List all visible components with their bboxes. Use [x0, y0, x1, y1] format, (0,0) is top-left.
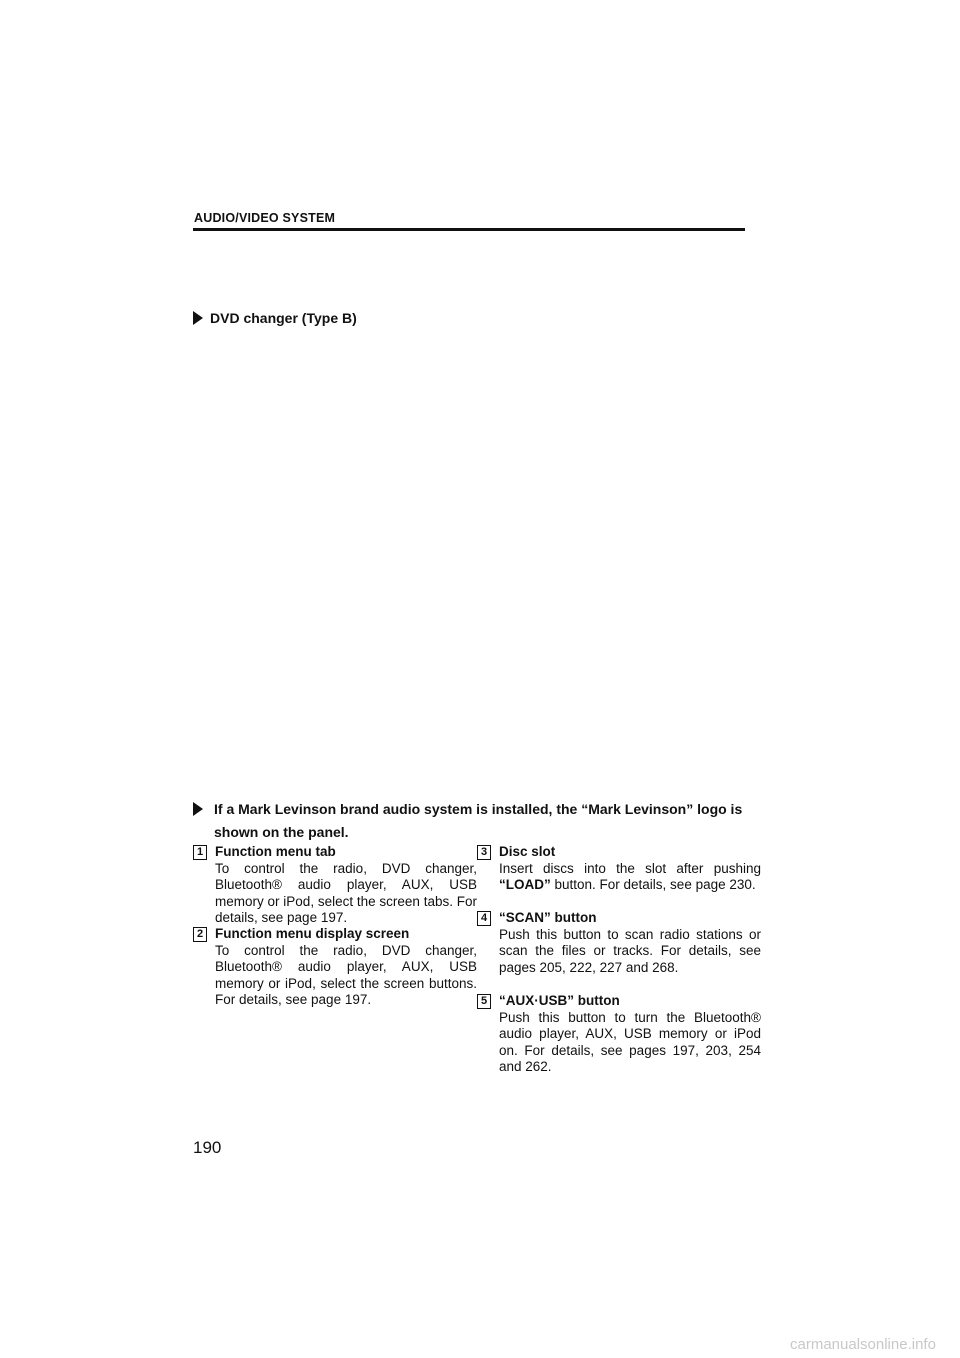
figure-area: [193, 340, 745, 785]
list-item: [477, 993, 761, 1076]
item-description: [499, 861, 761, 894]
item-description: To control the radio, DVD changer, Bluetooth® audio player, AUX, USB memory or iPod, select the screen buttons. For details, see page 197.: [215, 942, 477, 1007]
subsection-heading: [193, 310, 357, 326]
item-number-badge: 1: [193, 845, 207, 860]
list-item: [477, 844, 761, 894]
item-number-badge: 2: [193, 927, 207, 942]
subsection-title: DVD changer (Type B): [210, 310, 357, 326]
item-number-badge: 3: [477, 845, 491, 860]
item-description-suffix: button. For details, see page 230.: [550, 877, 756, 892]
item-description: To control the radio, DVD changer, Bluetooth® audio player, AUX, USB memory or iPod, select the screen tabs. For details, see page 197.: [215, 860, 477, 925]
note-text: If a Mark Levinson brand audio system is installed, the “Mark Levinson” logo is shown on the panel.: [214, 801, 743, 840]
item-number-badge: 5: [477, 994, 491, 1009]
note-block: [192, 798, 748, 844]
item-title: Disc slot: [499, 844, 556, 859]
list-item: [193, 844, 477, 927]
list-item: [193, 926, 477, 1009]
item-number-badge: 4: [477, 911, 491, 926]
section-title: AUDIO/VIDEO SYSTEM: [194, 211, 336, 225]
footer-watermark: carmanualsonline.info: [790, 1336, 936, 1353]
header-rule: [193, 228, 745, 231]
item-title: “AUX·USB” button: [499, 993, 620, 1008]
item-title: Function menu display screen: [215, 926, 410, 941]
load-button-name: “LOAD”: [499, 877, 551, 892]
page-number: 190: [193, 1138, 222, 1157]
triangle-bullet-icon: [193, 802, 203, 816]
item-description: Push this button to turn the Bluetooth® audio player, AUX, USB memory or iPod on. For details, see pages 197, 203, 254 and 262.: [499, 1009, 761, 1074]
item-title: Function menu tab: [215, 844, 336, 859]
triangle-bullet-icon: [193, 311, 203, 325]
item-description: Push this button to scan radio stations or scan the files or tracks. For details, see pages 205, 222, 227 and 268.: [499, 926, 761, 975]
item-description-prefix: Insert discs into the slot after pushing: [499, 860, 761, 876]
list-item: [477, 910, 761, 976]
item-title: “SCAN” button: [499, 910, 597, 925]
